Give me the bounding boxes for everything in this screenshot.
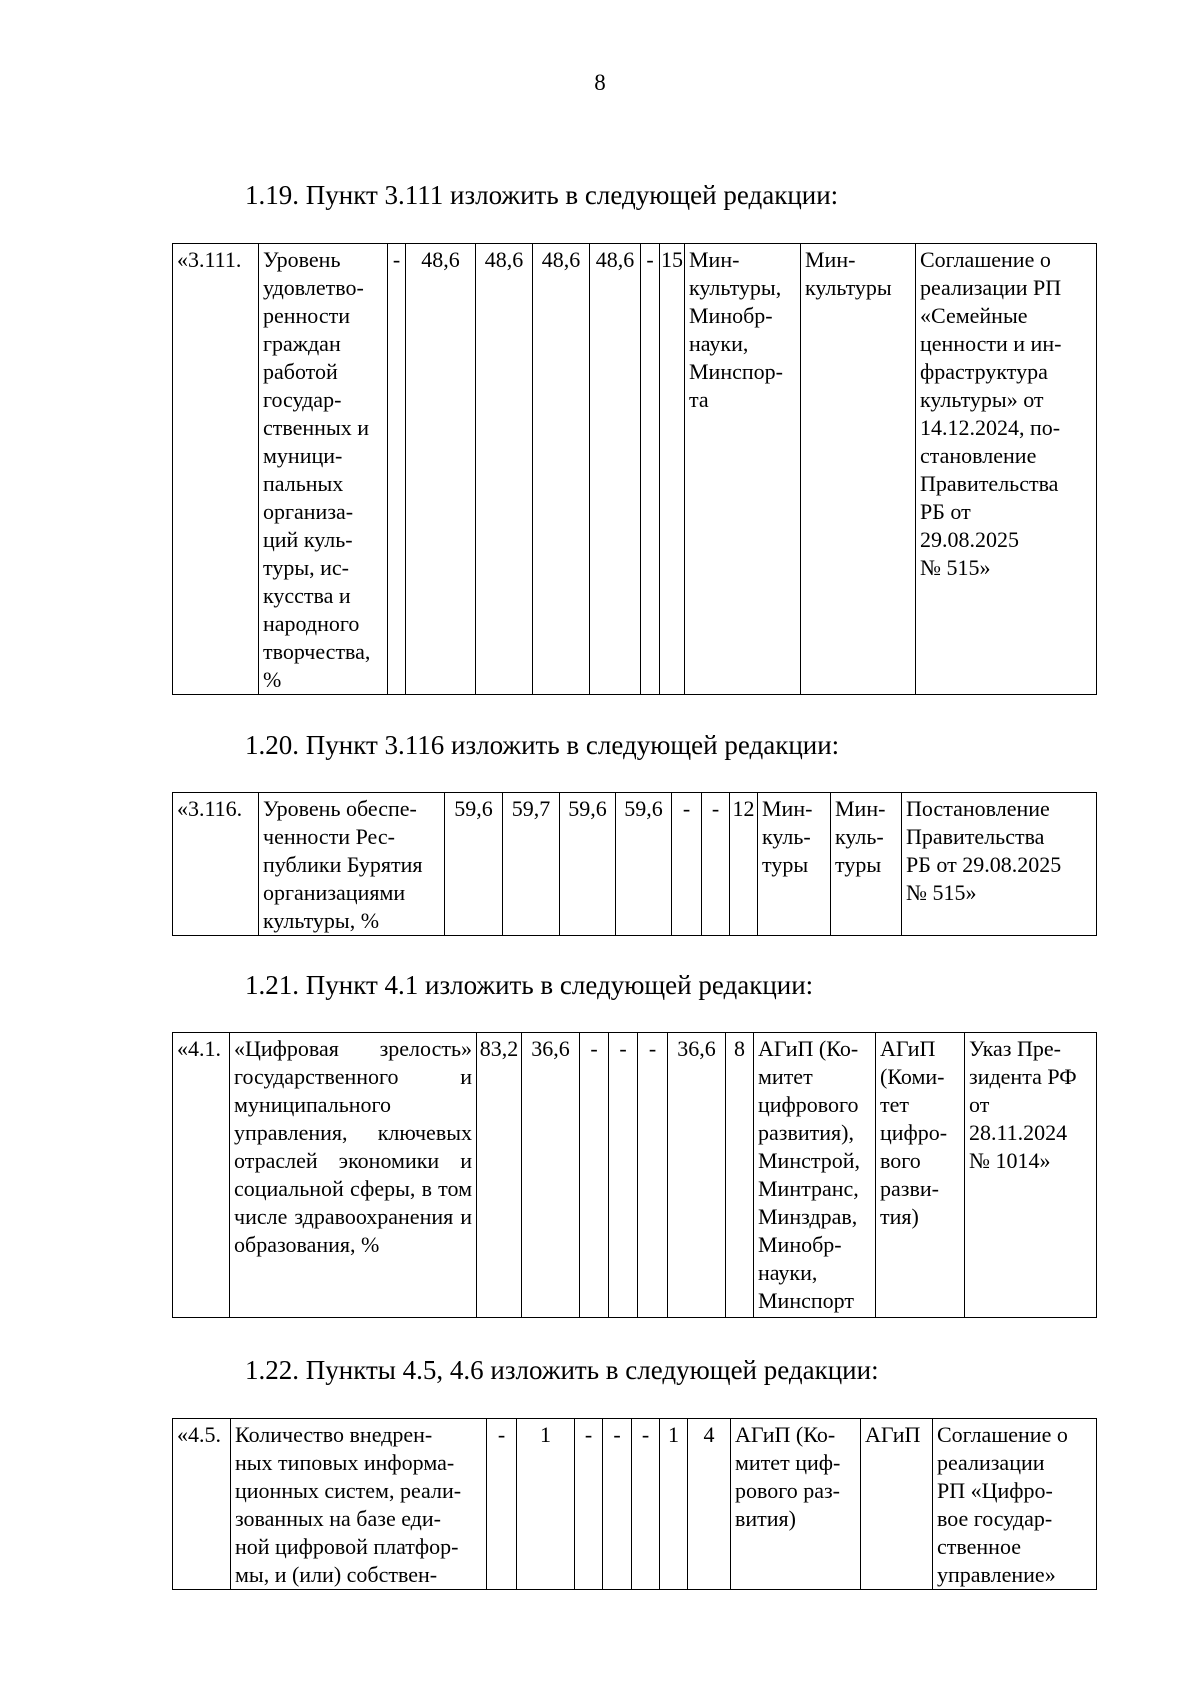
- cell-value-5: -: [632, 1419, 660, 1590]
- section-heading-1-20: 1.20. Пункт 3.116 изложить в следующей редакции:: [245, 730, 840, 760]
- section-heading-1-22: 1.22. Пункты 4.5, 4.6 изложить в следующей редакции:: [245, 1355, 879, 1385]
- table-4-1: [172, 1032, 1097, 1318]
- cell-coordinator: АГиП: [861, 1419, 933, 1590]
- cell-value-1: -: [388, 244, 406, 695]
- cell-value-6: 1: [660, 1419, 688, 1590]
- cell-value-4: 48,6: [533, 244, 590, 695]
- cell-number: «4.5.: [173, 1419, 231, 1590]
- cell-value-7: 15: [660, 244, 685, 695]
- cell-value-3: -: [575, 1419, 603, 1590]
- cell-value-1: -: [487, 1419, 517, 1590]
- cell-value-1: 83,2: [477, 1033, 522, 1318]
- cell-number: «3.111.: [173, 244, 259, 695]
- cell-coordinator: АГиП (Коми- тет цифро- вого разви- тия): [876, 1033, 965, 1318]
- cell-responsible: АГиП (Ко- митет цифрового развития), Минстрой, Минтранс, Минздрав, Минобр- науки, Минспорт: [754, 1033, 876, 1318]
- section-heading-1-21: 1.21. Пункт 4.1 изложить в следующей редакции:: [245, 970, 814, 1000]
- cell-value-2: 1: [517, 1419, 575, 1590]
- page-number: 8: [594, 70, 606, 95]
- cell-value-7: 8: [726, 1033, 754, 1318]
- cell-value-7: 12: [730, 793, 758, 936]
- cell-value-5: 48,6: [590, 244, 641, 695]
- cell-value-2: 48,6: [406, 244, 476, 695]
- cell-basis: Постановление Правительства РБ от 29.08.2025 № 515»: [902, 793, 1097, 936]
- cell-value-4: -: [609, 1033, 638, 1318]
- cell-number: «4.1.: [173, 1033, 230, 1318]
- cell-value-7: 4: [688, 1419, 731, 1590]
- cell-value-3: 48,6: [476, 244, 533, 695]
- table-row: [173, 1033, 1097, 1318]
- cell-basis: Соглашение о реализации РП «Цифро- вое государ- ственное управление»: [933, 1419, 1097, 1590]
- cell-coordinator: Мин- культуры: [801, 244, 916, 695]
- table-row: [173, 793, 1097, 936]
- cell-value-6: -: [702, 793, 730, 936]
- cell-value-5: -: [672, 793, 702, 936]
- cell-basis: Указ Пре- зидента РФ от 28.11.2024 № 1014»: [965, 1033, 1097, 1318]
- table-3-111: [172, 243, 1097, 695]
- cell-responsible: АГиП (Ко- митет циф- рового раз- вития): [731, 1419, 861, 1590]
- cell-value-2: 36,6: [522, 1033, 580, 1318]
- cell-value-1: 59,6: [445, 793, 503, 936]
- cell-coordinator: Мин- куль- туры: [831, 793, 902, 936]
- cell-indicator-name: «Цифровая зрелость» государственного и муниципального управления, ключевых отраслей экономики и социальной сферы, в том числе здравоохранения и образования, %: [230, 1033, 477, 1318]
- cell-basis: Соглашение о реализации РП «Семейные ценности и ин- фраструктура культуры» от 14.12.2024, по- становление Правительства РБ от 29.08.2025 № 515»: [916, 244, 1097, 695]
- table-4-5: [172, 1418, 1097, 1590]
- cell-value-4: -: [603, 1419, 632, 1590]
- cell-value-2: 59,7: [503, 793, 560, 936]
- cell-value-4: 59,6: [616, 793, 672, 936]
- cell-responsible: Мин- культуры, Минобр- науки, Минспор- та: [685, 244, 801, 695]
- table-row: [173, 244, 1097, 695]
- section-heading-1-19: 1.19. Пункт 3.111 изложить в следующей редакции:: [245, 180, 839, 210]
- cell-value-6: -: [641, 244, 660, 695]
- cell-value-5: -: [638, 1033, 668, 1318]
- cell-responsible: Мин- куль- туры: [758, 793, 831, 936]
- table-row: [173, 1419, 1097, 1590]
- cell-indicator-name: Количество внедрен- ных типовых информа- ционных систем, реали- зованных на базе еди- ной цифровой платфор- мы, и (или) собствен-: [231, 1419, 487, 1590]
- cell-value-6: 36,6: [668, 1033, 726, 1318]
- cell-indicator-name: Уровень удовлетво- ренности граждан работой государ- ственных и муници- пальных организа- ций куль- туры, ис- кусства и народного творчества, %: [259, 244, 388, 695]
- cell-indicator-name: Уровень обеспе- ченности Рес- публики Бурятия организациями культуры, %: [259, 793, 445, 936]
- cell-number: «3.116.: [173, 793, 259, 936]
- cell-value-3: -: [580, 1033, 609, 1318]
- table-3-116: [172, 792, 1097, 936]
- cell-value-3: 59,6: [560, 793, 616, 936]
